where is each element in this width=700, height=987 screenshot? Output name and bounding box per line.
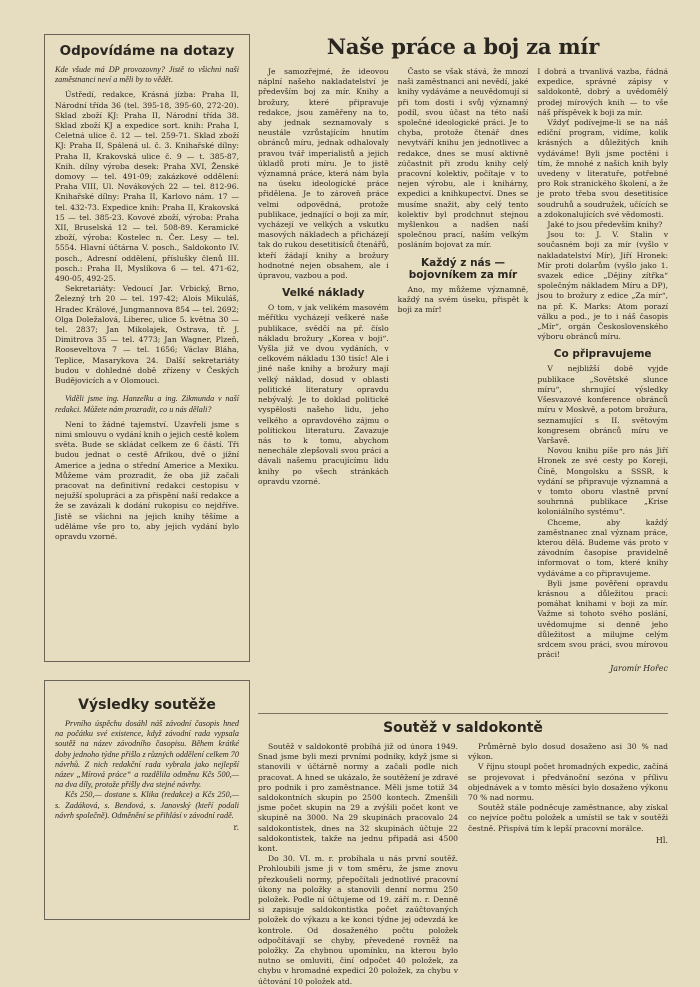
article-p8: Jsou to: J. V. Stalin v současném boji za mír (vyšlo v nakladatelství Mír), Jiří Hronek: Mír proti dolarům (vyšlo jako 1. svazek edice „Dějiny zítřka“ společným nákladem Míru a DP), jsou to brožury z edice „Za mír“, na př. K. Marks: Atom porazí válku a pod., je to i náš časopis „Mír“, orgán Československého výboru obránců míru. (537, 230, 669, 342)
article-col-2 (398, 67, 529, 707)
soutez-signature: Hl. (655, 835, 668, 845)
subheading-kazdy: Každý z nás — bojovníkem za mír (408, 256, 518, 281)
results-signature: r. (233, 823, 239, 833)
subheading-velke: Velké náklady (282, 287, 365, 300)
article-p12: Byli jsme pověřeni opravdu krásnou a důležitou prací: pomáhat knihami v boji za mír. Važme si tohoto svého poslání, uvědomujme si denně jeho důležitost a milujme celým srdcem svou práci, svou mírovou práci! (537, 578, 669, 660)
qa-answer-2: Sekretariáty: Vedoucí Jar. Vrbický, Brno, Železný trh 20 — tel. 197-42; Alois Mikuláš, Hradec Králové, Jungmannova 854 — tel. 2692; Olga Doležalová, Liberec, ulice 5. května 30 — tel. 2837; Jan Mikolajek, Ostrava, tř. J. Dimitrova 35 — tel. 4773; Jan Wagner, Plzeň, Rooseveltova 7 — tel. 1656; Václav Bláha, Teplice, Masarykova 24. Další sekretariáty budou v dohledné době zřízeny v Českých Budějovicích a v Olomouci. (55, 284, 239, 386)
subheading-co: Co připravujeme (553, 348, 652, 361)
article-col-3 (537, 67, 668, 707)
article-p10: Novou knihu píše pro nás Jiří Hronek ze své cesty po Koreji, Číně, Mongolsku a SSSR, k vydání se připravuje významná a v tomto oboru vlastně první souhrnná publikace „Krise koloniálního systému“. (537, 446, 669, 517)
article-p5: I dobrá a trvanlivá vazba, řádná expedice, správné zápisy v saldokontě, dobrý a uvědomělý prodej mírových knih — to vše náš příspěvek k boji za mír. (537, 67, 669, 117)
article-col-1 (258, 67, 389, 707)
results-title: Výsledky soutěže (78, 697, 216, 713)
soutez-p2: Do 30. VI. m. r. probíhala u nás první soutěž. Prohloubili jsme ji v tom směru, že jsme znovu přezkoušeli normy, přepočítali jednotlivé pracovní úkony na položky a stanovili denní normu 250 položek. Podle ní účtujeme od 19. září m. r. Denně si zapisuje saldokontistka počet zaúčtovaných položek do výkazu a ke konci týdne jej odevzdá ke kontrole. Od dosaženého počtu položek odpočítávají se chyby, převedené rovněž na položky. Za chybnou upomínku, na kterou bylo nutno se omluviti, činí odpočet 40 položek, za chybu v hromadné expedici 20 položek, za chybu v účtování 10 položek atd. (258, 854, 458, 986)
soutez-p5: Soutěž stále podněcuje zaměstnance, aby získal co nejvíce počtu položek a umístil se tak v soutěži čestně. Přispívá tím k lepší pracovní morálce. (468, 803, 668, 833)
article-p7: Jaké to jsou především knihy? (547, 220, 663, 230)
qa-title: Odpovídáme na dotazy (59, 43, 235, 59)
soutez-p4: V říjnu stoupl počet hromadných expedic, začíná se projevovat i předvánoční sezóna v přílivu objednávek a v tomto měsíci bylo dosaženo výkonu 70 % nad normu. (468, 762, 668, 803)
soutez-p1: Soutěž v saldokontě probíhá již od února 1949. Snad jsme byli mezi prvními podniky, když jsme si stanovili v účtárně normy a začali podle nich pracovat. A hned se ukázalo, že soutěžení je zdravé pro podnik i pro zaměstnance. Měli jsme totiž 34 saldokontních skupin po 2500 kontech. Zmenšili jsme počet skupin na 29 a zvýšili počet kont ve skupině na 3000. Na 29 skupinách pracovalo 24 saldokontistek, dnes na 32 skupinách účtuje 22 saldokontistek, takže na jednu připadá asi 4500 kont. (258, 742, 458, 854)
soutez-col-2 (468, 742, 668, 987)
qa-answer-3: Není to žádné tajemství. Uzavřeli jsme s nimi smlouvu o vydání knih o jejich cestě kolem světa. Bude se skládat celkem ze 6 částí. Tři budou jednat o cestě Afrikou, dvě o jižní Americe a jedna o střední Americe a Mexiku. Můžeme vám prozradit, že oba již začali pracovat na definitivní redakci cestopisu v nejužší spolupráci a za přispění naší redakce a že se zavázali k dodání rukopisu co nejdříve. Jistě se všichni na jejich knihy těšíme a uděláme vše pro to, aby jejich vydání bylo opravdu vzorné. (55, 419, 239, 541)
results-text-2: Kčs 250,— dostane s. Klika (redakce) a Kčs 250,— s. Zadáková, s. Bendová, s. Janovský (kteří podali návrh společně). Odměnění se přihlásí v závodní radě. (55, 790, 239, 820)
article-signature: Jaromír Hořec (610, 664, 669, 674)
soutez-body (258, 742, 668, 987)
qa-box (44, 34, 250, 662)
article-p4: Ano, my můžeme významně, každý na svém úseku, přispět k boji za mír! (397, 284, 529, 315)
soutez-title: Soutěž v saldokontě (383, 720, 543, 736)
qa-question-2: Viděli jsme ing. Hanzelku a ing. Zikmunda v naší redakci. Můžete nám prozradit, co u nás dělali? (55, 394, 239, 414)
article-p11: Chceme, aby každý zaměstnanec znal význam práce, kterou dělá. Budeme vás proto v závodním časopise pravidelně informovat o tom, které knihy vydáváme a co připravujeme. (537, 517, 669, 578)
article-p9: V nejbližší době vyjde publikace „Sovětské slunce míru“, shrnující výsledky Všesvazové konference obránců míru v Moskvě, a potom brožura, seznamující s II. světovým kongresem obránců míru ve Varšavě. (537, 364, 669, 445)
qa-answer-1: Ústředí, redakce, Krásná jízba: Praha II, Národní třída 36 (tel. 395-18, 395-60, 272-20). Sklad zboží KJ: Praha II, Národní třída 38. Sklad zboží KJ a expedice sort. knih: Praha I, Celetná ulice č. 12 — tel. 259-71. Sklad zboží KJ: Praha II, Spálená ul. č. 3. Knihařské dílny: Praha II, Krakovská ulice č. 9 — t. 385-87, Knih. dílny výroba desek: Praha XVI, Ženské domovy — tel. 491-09; zakázkové oddělení: Praha VIII, Ul. Novákových 22 — tel. 812-96. Knihařské dílny: Praha II, Karlovo nám. 17 — tel. 432-73. Expedice knih: Praha II, Krakovská 15 — tel. 385-23. Kovové zboží, výroba: Praha XII, Bruselská 12 — tel. 508-89. Keramické zboží, výroba: Kostelec n. Čer. Lesy — tel. 5554. Hlavní účtárna V. posch., Saldokonto IV. posch., Adresní oddělení, příslušky členů III. posch.: Praha II, Myslíkova 6 — tel. 471-62, 490-05, 492-25. (55, 90, 239, 284)
left-column (44, 0, 250, 920)
article-p1: Je samozřejmé, že ideovou náplní našeho nakladatelství je především boj za mír. Knihy a brožury, které připravuje redakce, jsou zaměřeny na to, aby jednak seznamovaly s neustále vzrůstajícím hnutím obránců míru, jednak odhalovaly pravou tvář imperialistů a jejich úkladů proti míru. Je to jistě významná práce, která nám byla na úseku ideologické práce přidělena. Je to zároveň práce velmi odpovědná, protože publikace, jednající o boji za mír, vycházejí ve velkých a vskutku masových nákladech a přicházejí tak do rukou desetitisíců čtenářů, kteří žádají knihy a brožury hodnotné nejen obsahem, ale i úpravou, vazbou a pod. (258, 67, 389, 281)
section-divider (258, 713, 668, 714)
article-title: Naše práce a boj za mír (326, 34, 600, 59)
article-p3: Často se však stává, že mnozí naši zaměstnanci ani nevědí, jaké knihy vydáváme a neuvědomují si při tom dosti i svůj významný podíl, svou účast na této naší společné ideologické práci. Je to chyba, protože čtenář dnes nevytváří knihu jen jednotlivec a redakce, dnes se musí aktivně zúčastnit při zrodu knihy celý pracovní kolektiv, počítaje v to nejen výrobu, ale i knihárny, expedici a knihkupectví. Dnes se musíme snažit, aby celý tento kolektiv byl prodchnut stejnou myšlenkou a nadšen naší společnou prací, naším velkým posláním bojovat za mír. (397, 67, 529, 250)
results-box (44, 680, 250, 920)
main-column (258, 0, 668, 987)
soutez-p3: Průměrně bylo dosud dosaženo asi 30 % nad výkon. (468, 742, 668, 762)
results-text-1: Prvního úspěchu dosáhl náš závodní časopis hned na počátku své existence, když závodní rada vypsala soutěž na název závodního časopisu. Během krátké doby jednoho týdne přišlo z různých oddělení celkem 70 návrhů. Z nich redakční rada vybrala jako nejlepší název „Mírová práce“ a rozdělila odměnu Kčs 500,— na dva díly, protože přišly dva stejné návrhy. (55, 719, 239, 790)
soutez-col-1 (258, 742, 458, 987)
article-p6: Vždyť podívejme-li se na náš ediční program, vidíme, kolik krásných a důležitých knih vydáváme! Byli jsme poctěni i tím, že mnohé z našich knih byly uvedeny v literatuře, potřebné pro Rok stranického školení, a že je proto třeba svou desetitisíce soudruhů a soudružek, učících se a zdokonalujících své vědomosti. (537, 118, 669, 219)
article-p2: O tom, v jak velikém masovém měřítku vycházejí veškeré naše publikace, svědčí na př. číslo nákladu brožury „Korea v boji“. Vyšla již ve dvou vydáních, v celkovém nákladu 130 tisíc! Ale i jiné naše knihy a brožury mají velký náklad, dosud v oblasti politické literatury opravdu nebývalý. Je to doklad politické vyspělosti našeho lidu, jeho velkého a opravdového zájmu o politickou literaturu. Zavazuje nás to k tomu, abychom nenechále zlepšovali svou práci a dávali našemu pracujícímu lidu knihy po všech stránkách opravdu vzorné. (258, 303, 389, 486)
article-body (258, 67, 668, 707)
qa-question-1: Kde všude má DP provozovny? Jistě to všichni naši zaměstnanci neví a měli by to vědět. (55, 65, 239, 85)
